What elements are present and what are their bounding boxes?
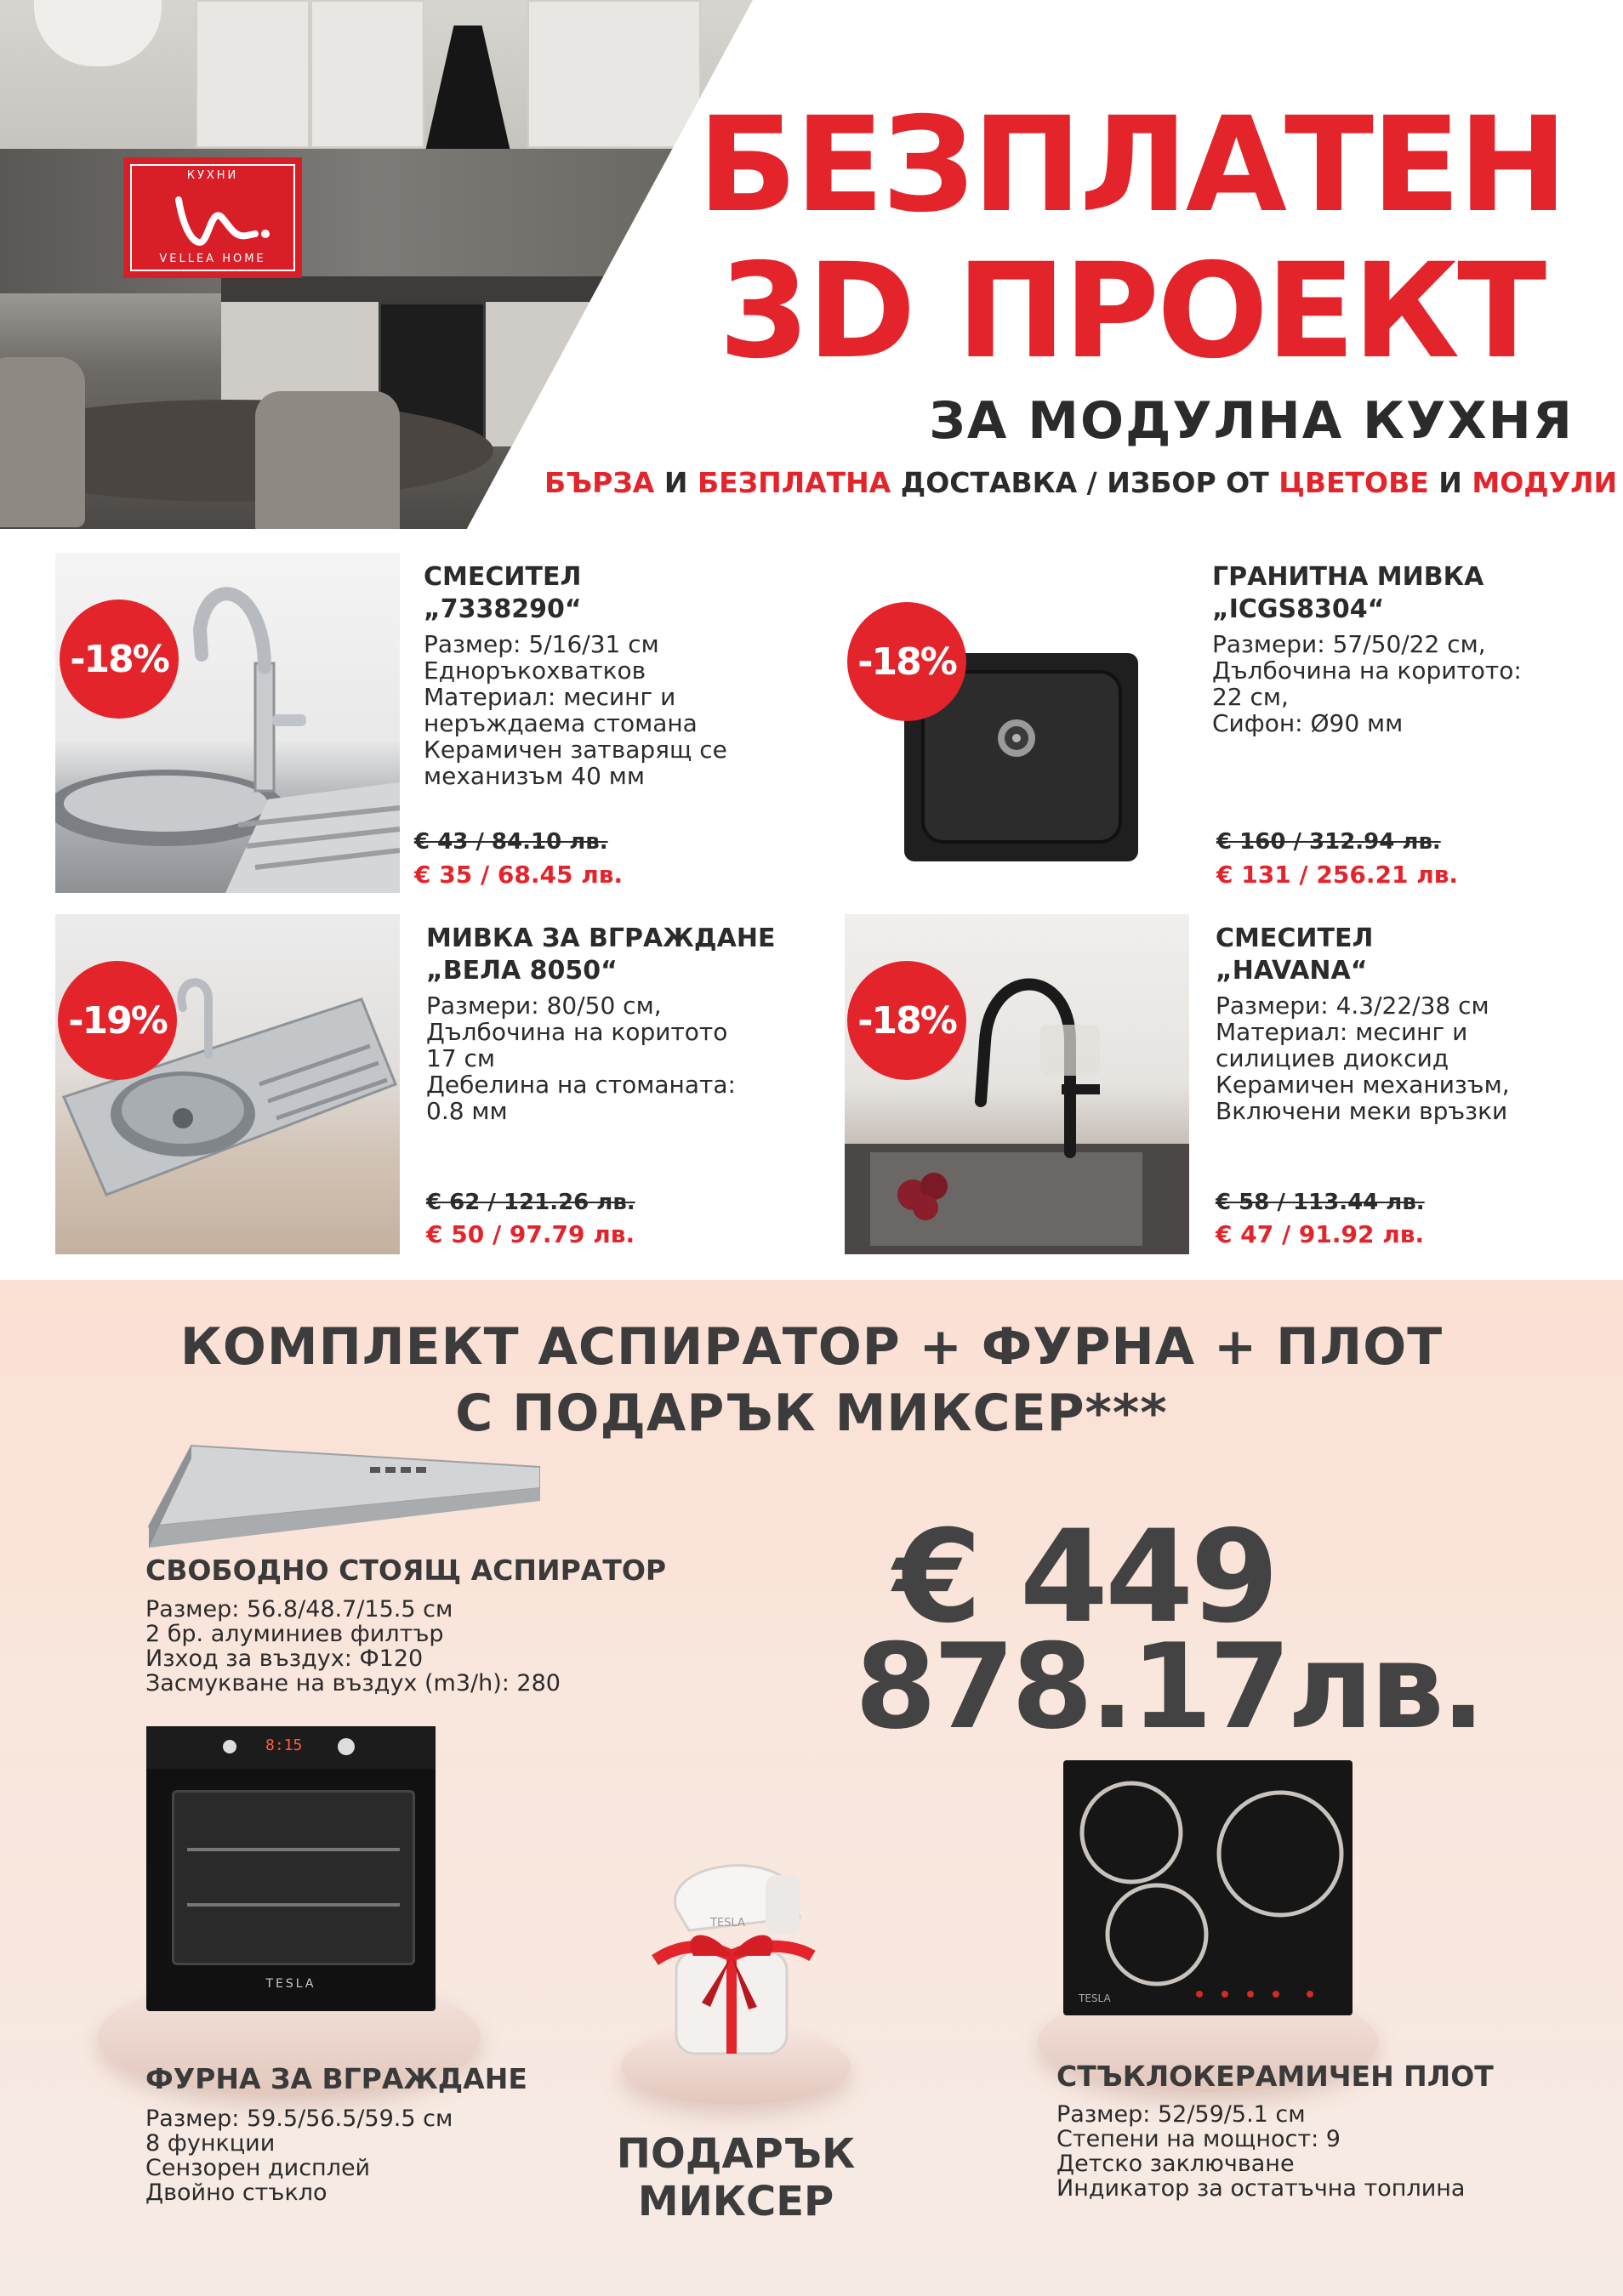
product-card-mixer-havana[interactable] [845,914,1619,1254]
product-card-mixer-7338290[interactable] [55,553,829,893]
oven-name: ФУРНА ЗА ВГРАЖДАНЕ [145,2062,527,2095]
spec-line: Размер: 5/16/31 см [424,630,659,658]
product-name: ГРАНИТНА МИВКА [1212,562,1484,592]
upper-cabinet [310,0,424,148]
tagline-word: БЕЗПЛАТНА [697,466,891,499]
pendant-lamp [34,0,162,66]
product-model: „ICGS8304“ [1212,594,1385,624]
product-info [424,561,823,789]
spec-line: 2 бр. алуминиев филтър [145,1621,444,1647]
spec-line: неръждаема стомана [424,709,698,737]
hero-tagline [544,466,1618,499]
product-info [1212,561,1612,736]
tagline-word: И [1428,466,1472,499]
bundle-title-line1: КОМПЛЕКТ АСПИРАТОР + ФУРНА + ПЛОТ [179,1317,1444,1377]
hero-title-line1: БЕЗПЛАТЕН [698,89,1566,242]
spec-line: Размер: 52/59/5.1 см [1056,2101,1306,2128]
old-price: € 62 / 121.26 лв. [426,1190,635,1215]
tagline-word: МОДУЛИ [1472,466,1618,499]
hob-image [1063,1760,1352,2015]
bundle-price-eur: € 449 [893,1503,1276,1651]
spec-line: 22 см, [1212,683,1289,711]
tagline-word: ЦВЕТОВЕ [1278,466,1429,499]
spec-line: Изход за въздух: Ф120 [145,1645,424,1672]
spec-line: Материал: месинг и [424,683,676,711]
spec-line: Дълбочина на коритото: [1212,656,1522,685]
oven-display: 8:15 [265,1736,303,1754]
old-price: € 160 / 312.94 лв. [1216,829,1441,855]
old-price: € 43 / 84.10 лв. [414,829,608,855]
kitchen-photo [0,0,753,529]
spec-line: Детско заключване [1056,2151,1295,2177]
hood-name: СВОБОДНО СТОЯЩ АСПИРАТОР [145,1554,667,1587]
product-card-granite-sink[interactable] [845,553,1619,893]
discount-badge: -18% [847,961,966,1080]
oven-specs [145,2106,453,2205]
hero-title-line2: 3D ПРОЕКТ [718,236,1545,388]
oven-image [146,1726,436,2011]
new-price: € 35 / 68.45 лв. [414,861,624,889]
spec-line: Дебелина на стоманата: [426,1071,736,1099]
range-hood-icon [140,1433,540,1560]
product-model: „7338290“ [424,594,582,624]
logo-mark-icon [170,191,272,251]
tagline-word: ДОСТАВКА / ИЗБОР ОТ [891,466,1279,499]
discount-badge: -18% [847,602,966,721]
product-name: СМЕСИТЕЛ [424,562,582,592]
product-card-sink-vela-8050[interactable] [55,914,829,1254]
vellea-home-logo [123,157,302,278]
spec-line: Степени на мощност: 9 [1056,2126,1341,2152]
spec-line: механизъм 40 мм [424,762,646,790]
upper-cabinet [196,0,310,148]
spec-line: Размери: 4.3/22/38 см [1216,992,1489,1020]
mixer-brand: TESLA [710,1917,745,1929]
spec-line: силициев диоксид [1216,1044,1449,1072]
product-model: „HAVANA“ [1216,956,1368,986]
chair [0,357,85,527]
spec-line: Размер: 59.5/56.5/59.5 см [145,2106,453,2132]
backsplash [0,149,753,293]
upper-cabinet [527,0,701,148]
chair [255,391,400,529]
product-info [1216,923,1615,1124]
spec-line: Размери: 57/50/22 см, [1212,630,1486,658]
gift-label-line1: ПОДАРЪК [616,2130,856,2178]
spec-line: 17 см [426,1044,496,1072]
discount-badge: -18% [60,600,179,719]
new-price: € 47 / 91.92 лв. [1216,1220,1425,1248]
hob-burners-icon [1063,1760,1352,2015]
product-info [426,923,826,1124]
oven-brand: TESLA [265,1977,316,1991]
spec-line: Сензорен дисплей [145,2155,371,2181]
new-price: € 131 / 256.21 лв. [1216,861,1459,889]
spec-line: Размер: 56.8/48.7/15.5 см [145,1596,453,1623]
bundle-title-line2: С ПОДАРЪК МИКСЕР*** [455,1384,1168,1443]
hob-specs [1056,2102,1465,2201]
spec-line: Сифон: Ø90 мм [1212,709,1404,737]
product-model: „ВЕЛА 8050“ [426,956,618,986]
spec-line: Засмукване на въздух (m3/h): 280 [145,1670,561,1696]
spec-line: Керамичен механизъм, [1216,1071,1510,1099]
oven-window [172,1790,415,1965]
tagline-word: БЪРЗА [544,466,655,499]
spec-line: Материал: месинг и [1216,1018,1468,1046]
spec-line: 8 функции [145,2130,276,2157]
hero-banner [0,0,1623,529]
old-price: € 58 / 113.44 лв. [1216,1190,1425,1215]
spec-line: Еднoръкохватков [424,656,646,685]
hob-name: СТЪКЛОКЕРАМИЧЕН ПЛОТ [1056,2060,1494,2093]
hero-subtitle: ЗА МОДУЛНА КУХНЯ [929,391,1574,451]
spec-line: Размери: 80/50 см, [426,992,662,1020]
hob-brand: TESLA [1079,1992,1111,2004]
countertop [221,276,766,302]
spec-line: Индикатор за остатъчна топлина [1056,2175,1466,2202]
spec-line: Двойно стъкло [145,2179,327,2206]
bundle-price-bgn: 878.17лв. [855,1618,1483,1755]
gift-mixer-label [587,2130,885,2225]
product-description [424,631,823,789]
knob-icon [338,1738,355,1755]
new-price: € 50 / 97.79 лв. [426,1220,635,1248]
knob-icon [223,1740,236,1753]
bundle-section [0,1280,1623,2296]
logo-bottom-text: VELLEA HOME [159,253,266,265]
spec-line: Включени меки връзки [1216,1097,1508,1125]
discount-badge: -19% [58,961,177,1080]
gift-mixer-icon [629,1850,834,2071]
product-name: СМЕСИТЕЛ [1216,924,1374,953]
product-name: МИВКА ЗА ВГРАЖДАНЕ [426,924,776,953]
product-description [1216,992,1615,1124]
hood-specs [145,1597,561,1696]
tagline-word: И [654,466,698,499]
gift-label-line2: МИКСЕР [637,2178,834,2225]
spec-line: Керамичен затварящ се [424,736,727,764]
spec-line: Дълбочина на коритото [426,1018,728,1046]
product-description [1212,631,1612,736]
logo-top-text: КУХНИ [186,169,239,182]
product-description [426,992,826,1124]
spec-line: 0.8 мм [426,1097,508,1125]
